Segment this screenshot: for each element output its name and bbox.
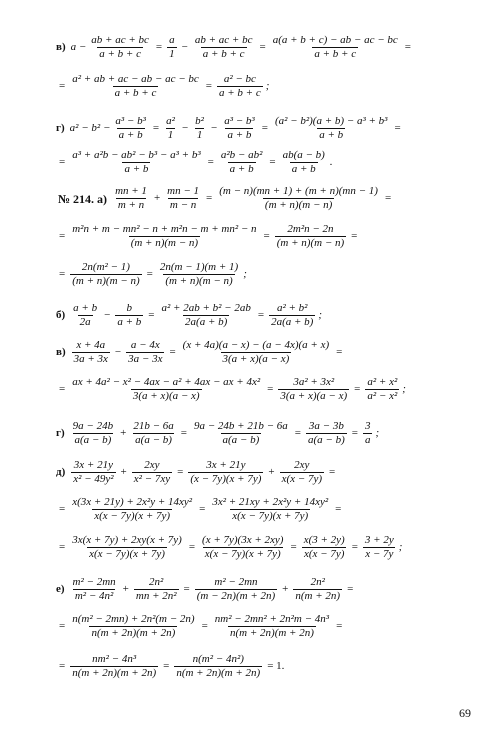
fraction <box>271 35 400 60</box>
fraction <box>302 535 347 560</box>
fraction <box>222 116 257 141</box>
denominator: a + b <box>291 163 316 175</box>
numerator: 3x(x + 7y) + 2xy(x + 7y) <box>72 534 182 546</box>
expression-text: . <box>329 156 333 168</box>
denominator: a + b <box>229 163 254 175</box>
denominator: n(m + 2n) <box>295 590 341 602</box>
math-line <box>56 150 479 175</box>
math-line <box>56 460 479 485</box>
denominator: 1 <box>196 129 203 141</box>
denominator: 3(a + x)(a − x) <box>222 353 290 365</box>
operator: − <box>104 309 111 321</box>
denominator: mn + 2n² <box>135 590 177 602</box>
numerator: (a² − b²)(a + b) − a³ + b³ <box>274 115 388 127</box>
fraction <box>70 262 141 287</box>
operator: = <box>269 156 276 168</box>
page-number: 69 <box>459 706 471 720</box>
operator: = <box>59 156 66 168</box>
operator: = <box>294 427 301 439</box>
fraction <box>363 535 396 560</box>
denominator: (m + n)(m − n) <box>72 275 140 287</box>
denominator: n(m + 2n)(m + 2n) <box>72 667 157 679</box>
numerator: a − 4x <box>130 339 160 351</box>
numerator: (x + 7y)(3x + 2xy) <box>202 534 284 546</box>
numerator: 2n² <box>310 576 325 588</box>
fraction <box>293 577 342 602</box>
fraction <box>72 340 110 365</box>
fraction <box>193 116 206 141</box>
denominator: a + b + c <box>314 48 357 60</box>
fraction <box>71 303 99 328</box>
numerator: nm² − 4n³ <box>92 653 137 665</box>
denominator: (x − 7y)(x + 7y) <box>190 473 262 485</box>
denominator: a(a − b) <box>307 434 345 446</box>
fraction <box>164 116 177 141</box>
math-line <box>56 614 479 639</box>
operator: = <box>351 230 358 242</box>
fraction <box>192 421 290 446</box>
expression-text: a − <box>70 41 87 53</box>
numerator: n(m² − 4n²) <box>192 653 244 665</box>
numerator: (x + 4a)(a − x) − (a − 4x)(a + x) <box>182 339 330 351</box>
fraction <box>70 377 262 402</box>
numerator: 2n(m² − 1) <box>81 261 130 273</box>
numerator: 2n² <box>149 576 164 588</box>
denominator: a <box>364 434 371 446</box>
denominator: x(x − 7y)(x + 7y) <box>232 510 309 522</box>
denominator: (m + n)(m − n) <box>264 199 333 211</box>
denominator: x − 7y <box>365 548 394 560</box>
numerator: a + b <box>73 302 98 314</box>
operator: = <box>259 41 266 53</box>
denominator: a² − x² <box>367 390 398 402</box>
numerator: a² + 2ab + b² − 2ab <box>161 302 251 314</box>
denominator: m − n <box>169 199 197 211</box>
operator: = <box>206 192 213 204</box>
expression-text: a² − b² − <box>69 122 111 134</box>
denominator: a(a − b) <box>74 434 112 446</box>
denominator: m² − 4n² <box>74 590 114 602</box>
operator: = <box>261 122 268 134</box>
denominator: x(x − 7y) <box>303 548 345 560</box>
operator: = <box>59 268 66 280</box>
fraction <box>219 150 265 175</box>
fraction <box>217 186 380 211</box>
denominator: a + b <box>227 129 252 141</box>
numerator: 9a − 24b <box>72 420 114 432</box>
numerator: a² <box>166 115 175 127</box>
operator: = <box>290 541 297 553</box>
numerator: (m − n)(mn + 1) + (m + n)(mn − 1) <box>219 185 378 197</box>
numerator: a² + x² <box>367 376 398 388</box>
operator: = <box>207 156 214 168</box>
numerator: ab(a − b) <box>282 149 325 161</box>
math-line <box>56 116 479 141</box>
operator: = <box>59 660 66 672</box>
numerator: 3 <box>364 420 371 432</box>
operator: = <box>59 620 66 632</box>
fraction <box>278 377 349 402</box>
numerator: a(a + b + c) − ab − ac − bc <box>272 34 398 46</box>
math-line <box>56 654 479 679</box>
fraction <box>195 577 277 602</box>
operator: = <box>354 383 361 395</box>
numerator: 3a − 3b <box>308 420 344 432</box>
denominator: 1 <box>167 129 174 141</box>
operator: = <box>163 660 170 672</box>
fraction <box>113 116 148 141</box>
operator: = <box>394 122 401 134</box>
fraction <box>200 535 285 560</box>
operator: = <box>183 583 190 595</box>
expression-text: ; <box>402 383 406 395</box>
numerator: n(m² − 2mn) + 2n²(m − 2n) <box>72 613 195 625</box>
operator: − <box>181 122 189 134</box>
math-line <box>56 224 479 249</box>
numerator: x(3x + 21y) + 2x²y + 14xy² <box>72 496 193 508</box>
fraction <box>71 421 115 446</box>
operator: = <box>263 230 270 242</box>
operator: + <box>122 583 129 595</box>
numerator: b <box>126 302 133 314</box>
fraction <box>281 150 327 175</box>
fraction <box>70 535 184 560</box>
numerator: a³ − b³ <box>224 115 255 127</box>
fraction <box>306 421 347 446</box>
numerator: x(3 + 2y) <box>303 534 345 546</box>
numerator: b² <box>195 115 204 127</box>
denominator: a(a − b) <box>135 434 172 446</box>
operator: = <box>59 383 66 395</box>
numerator: 2xy <box>144 459 160 471</box>
denominator: 1 <box>169 48 175 60</box>
denominator: x(x − 7y)(x + 7y) <box>94 510 171 522</box>
fraction <box>70 150 202 175</box>
numerator: 3x + 21y <box>206 459 246 471</box>
numerator: a² + b² <box>276 302 308 314</box>
operator: = <box>180 427 187 439</box>
operator: + <box>120 466 127 478</box>
numerator: a³ + a²b − ab² − b³ − a³ + b³ <box>72 149 201 161</box>
fraction <box>269 303 315 328</box>
item-label: г) <box>56 122 65 134</box>
fraction <box>70 654 158 679</box>
math-line <box>56 262 479 287</box>
numerator: x + 4a <box>76 339 106 351</box>
fraction <box>363 421 373 446</box>
fraction <box>280 460 324 485</box>
operator: = <box>146 268 153 280</box>
numerator: 21b − 6a <box>133 420 174 432</box>
fraction <box>159 303 252 328</box>
fraction <box>158 262 240 287</box>
operator: = <box>347 583 354 595</box>
denominator: a + b + c <box>219 87 261 99</box>
fraction <box>273 116 390 141</box>
denominator: (m + n)(m − n) <box>130 237 199 249</box>
denominator: x(x − 7y)(x + 7y) <box>204 548 281 560</box>
fraction <box>174 654 262 679</box>
operator: = <box>384 192 392 204</box>
numerator: ab + ac + bc <box>91 34 149 46</box>
numerator: a² − bc <box>223 73 256 85</box>
denominator: (m − 2n)(m + 2n) <box>196 590 276 602</box>
item-label: г) <box>56 427 65 439</box>
expression-text: ; <box>243 268 247 280</box>
fraction <box>275 224 346 249</box>
expression-text: ; <box>398 541 403 553</box>
operator: = <box>148 309 155 321</box>
operator: = <box>152 122 160 134</box>
operator: + <box>120 427 127 439</box>
math-line <box>56 497 479 522</box>
math-line <box>56 74 479 99</box>
operator: = <box>177 466 184 478</box>
operator: − <box>114 346 122 358</box>
fraction <box>70 614 196 639</box>
fraction <box>132 460 172 485</box>
denominator: a + b + c <box>202 48 245 60</box>
operator: = <box>59 80 66 92</box>
denominator: (m + n)(m − n) <box>165 275 233 287</box>
denominator: x² − 7xy <box>133 473 171 485</box>
item-label: в) <box>56 346 66 358</box>
denominator: 2a(a + b) <box>271 316 314 328</box>
fraction <box>210 497 330 522</box>
fraction <box>89 35 151 60</box>
operator: = <box>336 346 343 358</box>
operator: = <box>169 346 176 358</box>
operator: = <box>351 427 358 439</box>
fraction <box>70 74 201 99</box>
denominator: m + n <box>117 199 145 211</box>
fraction <box>115 303 143 328</box>
fraction <box>131 421 175 446</box>
numerator: 2m²n − 2n <box>287 223 334 235</box>
operator: + <box>268 466 275 478</box>
denominator: 3(a + x)(a − x) <box>280 390 348 402</box>
operator: = <box>329 466 336 478</box>
math-line <box>56 421 479 446</box>
numerator: a²b − ab² <box>220 149 263 161</box>
math-line <box>58 186 479 211</box>
denominator: n(m + 2n)(m + 2n) <box>176 667 261 679</box>
denominator: 2a(a + b) <box>185 316 228 328</box>
math-line <box>56 577 479 602</box>
operator: + <box>153 192 161 204</box>
operator: = <box>205 80 212 92</box>
fraction <box>113 186 149 211</box>
denominator: a + b <box>124 163 149 175</box>
fraction <box>71 577 118 602</box>
math-line <box>56 340 479 365</box>
expression-text: ; <box>375 427 380 439</box>
operator: = <box>188 541 196 553</box>
denominator: (m + n)(m − n) <box>276 237 345 249</box>
operator: + <box>282 583 289 595</box>
fraction <box>181 340 331 365</box>
operator: = <box>59 230 66 242</box>
fraction <box>134 577 179 602</box>
operator: = <box>257 309 265 321</box>
item-label: в) <box>56 41 66 53</box>
math-line <box>56 535 479 560</box>
operator: = <box>59 503 66 515</box>
fraction <box>217 74 263 99</box>
operator: − <box>181 41 188 53</box>
numerator: 9a − 24b + 21b − 6a <box>193 420 288 432</box>
fraction <box>167 35 177 60</box>
math-line <box>56 35 479 60</box>
denominator: x(x − 7y)(x + 7y) <box>89 548 165 560</box>
numerator: nm² − 2mn² + 2n²m − 4n³ <box>214 613 330 625</box>
denominator: a + b <box>118 129 143 141</box>
operator: = <box>351 541 358 553</box>
fraction <box>365 377 399 402</box>
numerator: a² + ab + ac − ab − ac − bc <box>72 73 199 85</box>
numerator: ax + 4a² − x² − 4ax − a² + 4ax − ax + 4x² <box>72 376 261 388</box>
denominator: 3(a + x)(a − x) <box>132 390 200 402</box>
denominator: a + b <box>319 129 344 141</box>
operator: = <box>155 41 163 53</box>
numerator: mn − 1 <box>167 185 200 197</box>
denominator: a + b + c <box>114 87 157 99</box>
denominator: 3a − 3x <box>128 353 163 365</box>
fraction <box>193 35 255 60</box>
operator: = <box>201 620 208 632</box>
numerator: m²n + m − mn² − n + m²n − m + mn² − n <box>72 223 257 235</box>
denominator: a + b + c <box>99 48 141 60</box>
operator: − <box>210 122 218 134</box>
numerator: 3x + 21y <box>73 459 113 471</box>
numerator: 2xy <box>294 459 310 471</box>
denominator: n(m + 2n)(m + 2n) <box>91 627 176 639</box>
numerator: 2n(m − 1)(m + 1) <box>159 261 239 273</box>
numerator: mn + 1 <box>115 185 147 197</box>
numerator: a³ − b³ <box>115 115 146 127</box>
operator: = <box>59 541 66 553</box>
operator: = <box>404 41 412 53</box>
expression-text: ; <box>265 80 270 92</box>
numerator: m² − 2mn <box>214 576 258 588</box>
numerator: 3a² + 3x² <box>293 376 335 388</box>
fraction <box>188 460 263 485</box>
expression-text: ; <box>318 309 322 321</box>
operator: = 1. <box>267 660 285 672</box>
numerator: a <box>169 34 175 46</box>
fraction <box>71 460 115 485</box>
denominator: x(x − 7y) <box>281 473 322 485</box>
fraction <box>213 614 331 639</box>
denominator: n(m + 2n)(m + 2n) <box>230 627 314 639</box>
fraction <box>70 497 194 522</box>
operator: = <box>336 620 343 632</box>
numerator: 3x² + 21xy + 2x²y + 14xy² <box>212 496 329 508</box>
denominator: a(a − b) <box>222 434 260 446</box>
item-label: д) <box>56 466 66 478</box>
math-line <box>56 303 479 328</box>
numerator: ab + ac + bc <box>194 34 253 46</box>
math-line <box>56 377 479 402</box>
fraction <box>126 340 164 365</box>
denominator: x² − 49y² <box>73 473 114 485</box>
operator: = <box>267 383 274 395</box>
operator: = <box>199 503 206 515</box>
numerator: m² − 2mn <box>72 576 116 588</box>
denominator: 2a <box>79 316 91 328</box>
fraction <box>165 186 201 211</box>
item-label: б) <box>56 309 66 321</box>
operator: = <box>335 503 342 515</box>
item-label: е) <box>56 583 65 595</box>
item-label: № 214. а) <box>58 191 108 206</box>
denominator: 3a + 3x <box>73 353 108 365</box>
denominator: a + b <box>117 316 142 328</box>
fraction <box>70 224 258 249</box>
numerator: 3 + 2y <box>364 534 394 546</box>
